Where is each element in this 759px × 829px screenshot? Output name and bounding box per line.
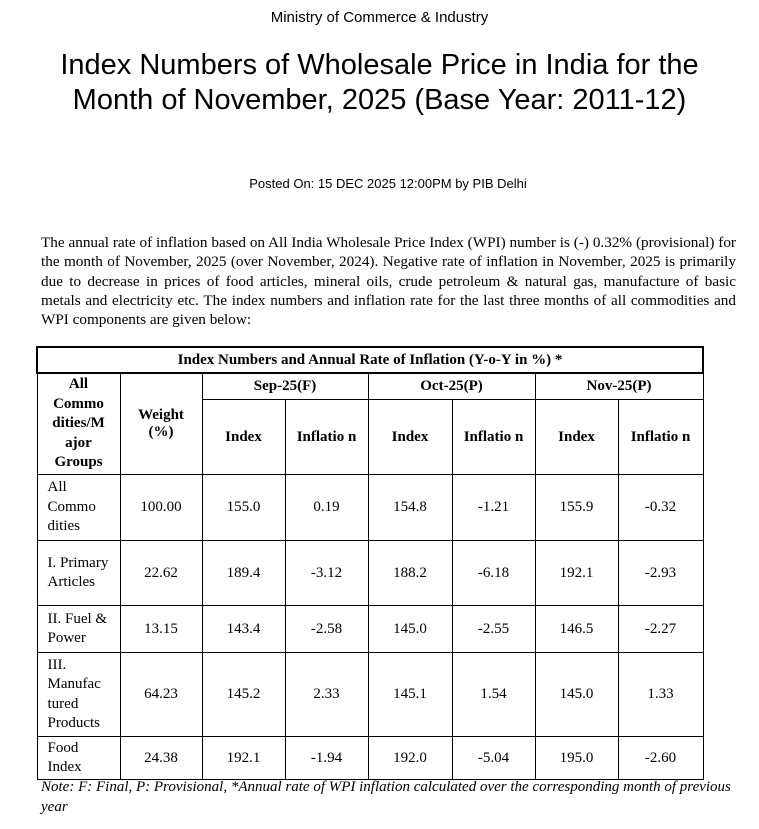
- header-index: Index: [202, 400, 285, 475]
- header-index: Index: [368, 400, 452, 475]
- value-cell: 189.4: [202, 541, 285, 606]
- table-row: [37, 653, 703, 737]
- header-month-oct: Oct-25(P): [368, 373, 535, 400]
- header-inflation: Inflatio n: [452, 400, 535, 475]
- value-cell: -1.94: [285, 737, 368, 780]
- value-cell: 145.0: [535, 653, 618, 737]
- table-row: [37, 737, 703, 780]
- value-cell: -2.93: [618, 541, 703, 606]
- value-cell: 188.2: [368, 541, 452, 606]
- value-cell: 143.4: [202, 606, 285, 653]
- value-cell: -2.55: [452, 606, 535, 653]
- value-cell: 145.0: [368, 606, 452, 653]
- header-groups: All Commo dities/M ajor Groups: [37, 373, 120, 475]
- table-note: Note: F: Final, P: Provisional, *Annual rate of WPI inflation calculated over the corresponding month of previous year: [41, 779, 731, 815]
- value-cell: -5.04: [452, 737, 535, 780]
- ministry-name: Ministry of Commerce & Industry: [270, 9, 489, 26]
- value-cell: -3.12: [285, 541, 368, 606]
- row-label: II. Fuel & Power: [37, 606, 120, 653]
- wpi-table: [36, 346, 704, 780]
- value-cell: -2.58: [285, 606, 368, 653]
- header-weight: Weight (%): [120, 373, 202, 475]
- header-index: Index: [535, 400, 618, 475]
- value-cell: 192.0: [368, 737, 452, 780]
- weight-cell: 13.15: [120, 606, 202, 653]
- value-cell: -0.32: [618, 475, 703, 541]
- value-cell: 1.33: [618, 653, 703, 737]
- value-cell: 146.5: [535, 606, 618, 653]
- row-label: I. Primary Articles: [37, 541, 120, 606]
- value-cell: 192.1: [202, 737, 285, 780]
- value-cell: 192.1: [535, 541, 618, 606]
- table-row: [37, 541, 703, 606]
- table-row: [37, 475, 703, 541]
- header-month-sep: Sep-25(F): [202, 373, 368, 400]
- value-cell: -1.21: [452, 475, 535, 541]
- row-label: III. Manufac tured Products: [37, 653, 120, 737]
- value-cell: 1.54: [452, 653, 535, 737]
- table-caption: Index Numbers and Annual Rate of Inflation (Y-o-Y in %) *: [37, 347, 703, 373]
- value-cell: -6.18: [452, 541, 535, 606]
- value-cell: -2.27: [618, 606, 703, 653]
- value-cell: 145.1: [368, 653, 452, 737]
- weight-cell: 22.62: [120, 541, 202, 606]
- header-inflation: Inflatio n: [618, 400, 703, 475]
- value-cell: 154.8: [368, 475, 452, 541]
- value-cell: 2.33: [285, 653, 368, 737]
- value-cell: 0.19: [285, 475, 368, 541]
- weight-cell: 24.38: [120, 737, 202, 780]
- row-label: All Commo dities: [37, 475, 120, 541]
- posted-on: Posted On: 15 DEC 2025 12:00PM by PIB Delhi: [249, 176, 527, 191]
- value-cell: 145.2: [202, 653, 285, 737]
- value-cell: 155.0: [202, 475, 285, 541]
- weight-cell: 100.00: [120, 475, 202, 541]
- page-title: Index Numbers of Wholesale Price in India for the Month of November, 2025 (Base Year: 2011-12): [60, 49, 699, 116]
- value-cell: -2.60: [618, 737, 703, 780]
- weight-cell: 64.23: [120, 653, 202, 737]
- header-month-nov: Nov-25(P): [535, 373, 703, 400]
- header-inflation: Inflatio n: [285, 400, 368, 475]
- body-paragraph: The annual rate of inflation based on All India Wholesale Price Index (WPI) number is (-) 0.32% (provisional) for the month of November, 2025 (over November, 2024). Negative rate of inflation in November, 2025 is primarily due to decrease in prices of food articles, mineral oils, crude petroleum & natural gas, manufacture of basic metals and electricity etc. The index numbers and inflation rate for the last three months of all commodities and WPI components are given below:: [41, 234, 736, 329]
- value-cell: 155.9: [535, 475, 618, 541]
- value-cell: 195.0: [535, 737, 618, 780]
- row-label: Food Index: [37, 737, 120, 780]
- table-row: [37, 606, 703, 653]
